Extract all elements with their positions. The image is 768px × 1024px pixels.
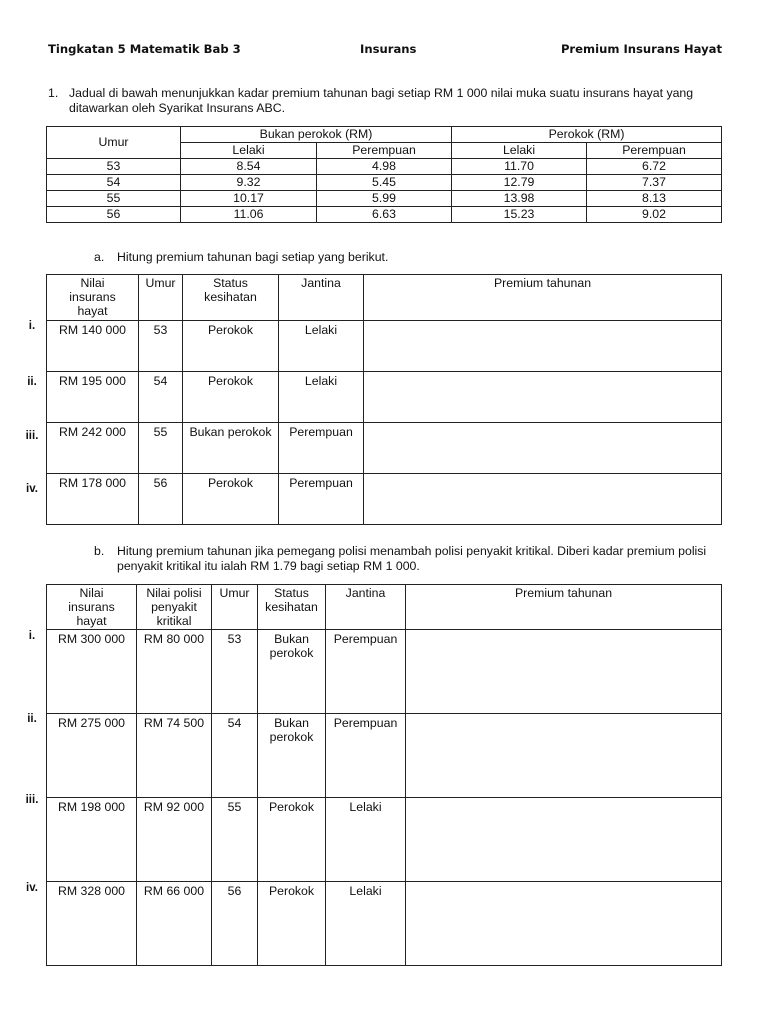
- part-b-header: Jantina: [326, 585, 406, 630]
- answer-cell[interactable]: [364, 372, 722, 423]
- rate-cell: 9.02: [587, 207, 722, 223]
- part-a-cell: Perokok: [183, 474, 279, 525]
- rate-cell: 11.06: [181, 207, 317, 223]
- part-a-cell: RM 195 000: [47, 372, 139, 423]
- part-a-roman: iv.: [26, 483, 38, 495]
- rate-header-perokok: Perokok (RM): [452, 127, 722, 143]
- part-a-cell: 55: [139, 423, 183, 474]
- question-text: Jadual di bawah menunjukkan kadar premium tahunan bagi setiap RM 1 000 nilai muka suatu insurans hayat yang ditawarkan oleh Syarikat Insurans ABC.: [69, 86, 694, 115]
- part-a-header: Status kesihatan: [183, 275, 279, 321]
- part-b-letter: b.: [94, 544, 105, 558]
- part-a-roman: iii.: [25, 430, 39, 442]
- part-a-cell: Bukan perokok: [183, 423, 279, 474]
- part-a-cell: RM 242 000: [47, 423, 139, 474]
- part-a-cell: Lelaki: [279, 321, 364, 372]
- question-number: 1.: [48, 86, 59, 100]
- part-b-cell: 53: [212, 630, 258, 714]
- part-b-cell: Bukan perokok: [258, 630, 326, 714]
- rate-cell: 55: [47, 191, 181, 207]
- rate-cell: 56: [47, 207, 181, 223]
- part-a-header: Premium tahunan: [364, 275, 722, 321]
- answer-cell[interactable]: [406, 630, 722, 714]
- table-row: [47, 159, 722, 175]
- rate-cell: 53: [47, 159, 181, 175]
- part-b-roman: iii.: [25, 794, 39, 806]
- part-b-header: Nilai polisi penyakit kritikal: [137, 585, 212, 630]
- rate-cell: 11.70: [452, 159, 587, 175]
- part-b-cell: RM 92 000: [137, 798, 212, 882]
- part-a-cell: 56: [139, 474, 183, 525]
- part-a-header: Jantina: [279, 275, 364, 321]
- part-b-instruction: Hitung premium tahunan jika pemegang polisi menambah polisi penyakit kritikal. Diberi kadar premium polisi penyakit kritikal itu ialah RM 1.79 bagi setiap RM 1 000.: [117, 544, 707, 573]
- table-row: [47, 191, 722, 207]
- part-b-cell: RM 66 000: [137, 882, 212, 966]
- answer-cell[interactable]: [364, 423, 722, 474]
- table-row: [47, 474, 722, 525]
- part-a-roman: i.: [28, 320, 36, 332]
- rate-cell: 5.99: [317, 191, 452, 207]
- table-row: [47, 630, 722, 714]
- part-a-cell: RM 178 000: [47, 474, 139, 525]
- part-b-cell: Lelaki: [326, 882, 406, 966]
- table-row: [47, 321, 722, 372]
- part-b-cell: Lelaki: [326, 798, 406, 882]
- header-left: Tingkatan 5 Matematik Bab 3: [48, 42, 241, 56]
- part-a-cell: Lelaki: [279, 372, 364, 423]
- rate-subheader: Lelaki: [452, 143, 587, 159]
- rate-cell: 4.98: [317, 159, 452, 175]
- part-b-roman: i.: [28, 630, 36, 642]
- table-row: [47, 372, 722, 423]
- answer-cell[interactable]: [364, 474, 722, 525]
- part-b-cell: Perokok: [258, 798, 326, 882]
- part-a-header: Nilai insurans hayat: [47, 275, 139, 321]
- part-a-cell: RM 140 000: [47, 321, 139, 372]
- rate-header-bukan-perokok: Bukan perokok (RM): [181, 127, 452, 143]
- rate-cell: 5.45: [317, 175, 452, 191]
- part-b-cell: Perempuan: [326, 714, 406, 798]
- part-b-table: [46, 584, 722, 966]
- part-a-cell: Perokok: [183, 372, 279, 423]
- part-b-cell: 55: [212, 798, 258, 882]
- rate-cell: 13.98: [452, 191, 587, 207]
- rate-cell: 15.23: [452, 207, 587, 223]
- table-row: [47, 714, 722, 798]
- part-b-cell: Perempuan: [326, 630, 406, 714]
- table-row: [47, 798, 722, 882]
- rate-cell: 10.17: [181, 191, 317, 207]
- answer-cell[interactable]: [406, 882, 722, 966]
- premium-rate-table: [46, 126, 722, 223]
- rate-cell: 6.72: [587, 159, 722, 175]
- answer-cell[interactable]: [364, 321, 722, 372]
- part-b-cell: 56: [212, 882, 258, 966]
- part-b-cell: RM 80 000: [137, 630, 212, 714]
- rate-cell: 8.13: [587, 191, 722, 207]
- rate-cell: 8.54: [181, 159, 317, 175]
- table-row: [47, 882, 722, 966]
- header-middle: Insurans: [360, 42, 417, 56]
- rate-subheader: Lelaki: [181, 143, 317, 159]
- rate-subheader: Perempuan: [317, 143, 452, 159]
- rate-cell: 12.79: [452, 175, 587, 191]
- part-a-cell: Perempuan: [279, 423, 364, 474]
- rate-cell: 6.63: [317, 207, 452, 223]
- part-a-header: Umur: [139, 275, 183, 321]
- page-header: [48, 42, 722, 60]
- part-a-cell: 53: [139, 321, 183, 372]
- part-a-cell: Perempuan: [279, 474, 364, 525]
- part-b-cell: RM 74 500: [137, 714, 212, 798]
- rate-cell: 54: [47, 175, 181, 191]
- answer-cell[interactable]: [406, 798, 722, 882]
- part-b-header: Umur: [212, 585, 258, 630]
- rate-header-umur: Umur: [47, 127, 181, 159]
- part-b-roman: ii.: [27, 713, 37, 725]
- table-row: [47, 175, 722, 191]
- part-b-cell: 54: [212, 714, 258, 798]
- rate-cell: 7.37: [587, 175, 722, 191]
- part-a-letter: a.: [94, 250, 105, 264]
- part-a-instruction: Hitung premium tahunan bagi setiap yang berikut.: [117, 250, 389, 264]
- table-row: [47, 423, 722, 474]
- part-b-cell: RM 328 000: [47, 882, 137, 966]
- rate-cell: 9.32: [181, 175, 317, 191]
- part-b-roman: iv.: [26, 882, 38, 894]
- part-a-cell: Perokok: [183, 321, 279, 372]
- part-a-table: [46, 274, 722, 525]
- part-b-header: Premium tahunan: [406, 585, 722, 630]
- part-b-cell: Perokok: [258, 882, 326, 966]
- part-b-cell: RM 198 000: [47, 798, 137, 882]
- part-b-cell: RM 275 000: [47, 714, 137, 798]
- part-b-header: Status kesihatan: [258, 585, 326, 630]
- table-row: [47, 207, 722, 223]
- part-b-cell: Bukan perokok: [258, 714, 326, 798]
- part-b-cell: RM 300 000: [47, 630, 137, 714]
- rate-subheader: Perempuan: [587, 143, 722, 159]
- part-a-cell: 54: [139, 372, 183, 423]
- header-right: Premium Insurans Hayat: [560, 42, 722, 56]
- answer-cell[interactable]: [406, 714, 722, 798]
- part-b-header: Nilai insurans hayat: [47, 585, 137, 630]
- part-a-roman: ii.: [27, 376, 37, 388]
